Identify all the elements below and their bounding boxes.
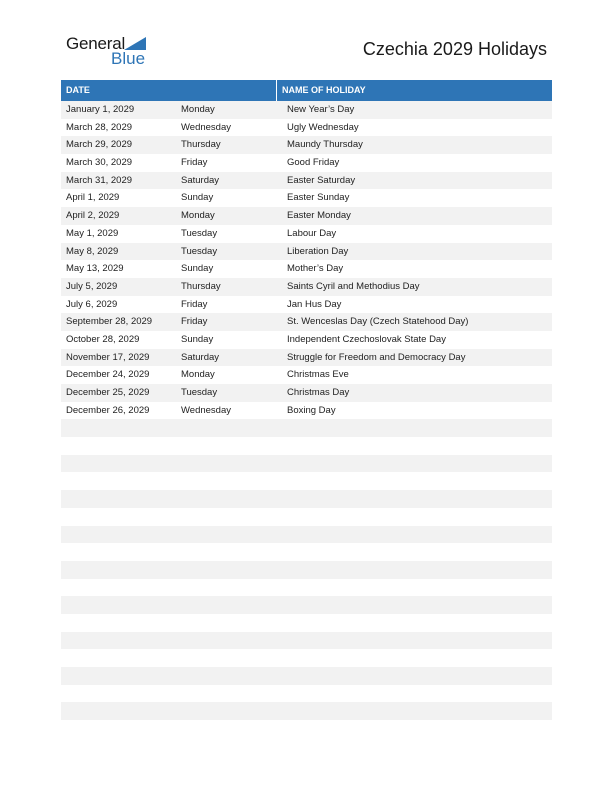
- row-holiday-name: [282, 419, 552, 437]
- row-weekday: [176, 508, 282, 526]
- row-date: March 28, 2029: [66, 121, 133, 133]
- table-row: [61, 437, 552, 455]
- row-weekday: Monday: [181, 369, 215, 381]
- row-holiday-name: Easter Saturday: [287, 174, 356, 186]
- page-title: Czechia 2029 Holidays: [362, 39, 547, 59]
- row-holiday-name: Boxing Day: [287, 404, 336, 416]
- table-row: [61, 189, 552, 207]
- row-date: March 31, 2029: [66, 174, 133, 186]
- row-holiday-name: [282, 455, 552, 473]
- row-date: December 24, 2029: [66, 369, 150, 381]
- row-holiday-name: [282, 579, 552, 597]
- row-holiday-name: Christmas Day: [287, 387, 350, 398]
- row-holiday-name: [282, 561, 552, 579]
- row-weekday: [176, 455, 282, 473]
- table-row: [61, 260, 552, 278]
- table-row: [61, 136, 552, 154]
- row-weekday: Monday: [181, 104, 215, 115]
- row-date: [61, 579, 176, 597]
- row-holiday-name: Easter Monday: [287, 210, 351, 222]
- row-weekday: [176, 614, 282, 632]
- table-row: [61, 614, 552, 632]
- row-weekday: Sunday: [181, 263, 214, 275]
- row-date: September 28, 2029: [66, 316, 153, 328]
- row-date: [61, 419, 176, 437]
- row-date: [61, 596, 176, 614]
- logo-general-text: General: [66, 34, 126, 53]
- row-holiday-name: [282, 490, 552, 508]
- row-date: March 29, 2029: [66, 139, 133, 151]
- row-holiday-name: Ugly Wednesday: [287, 121, 359, 133]
- table-row: [61, 526, 552, 544]
- table-row: [61, 543, 552, 561]
- row-holiday-name: [282, 632, 552, 650]
- row-holiday-name: Good Friday: [287, 157, 340, 169]
- row-weekday: Tuesday: [181, 227, 218, 239]
- row-holiday-name: Labour Day: [287, 227, 337, 239]
- row-holiday-name: [282, 685, 552, 703]
- row-weekday: [176, 596, 282, 614]
- row-date: May 1, 2029: [66, 227, 119, 239]
- row-weekday: [176, 437, 282, 455]
- row-date: December 25, 2029: [66, 387, 150, 398]
- row-holiday-name: New Year’s Day: [287, 104, 355, 115]
- row-weekday: [176, 561, 282, 579]
- row-date: July 5, 2029: [66, 280, 118, 292]
- table-row: [61, 154, 552, 172]
- table-row: [61, 579, 552, 597]
- row-weekday: [176, 543, 282, 561]
- row-weekday: Tuesday: [181, 245, 218, 257]
- table-row: [61, 101, 552, 119]
- table-row: [61, 243, 552, 261]
- row-date: November 17, 2029: [66, 351, 150, 363]
- table-row: [61, 313, 552, 331]
- table-row: [61, 596, 552, 614]
- row-date: January 1, 2029: [66, 104, 135, 115]
- row-holiday-name: Jan Hus Day: [287, 298, 342, 310]
- row-weekday: [176, 685, 282, 703]
- row-date: July 6, 2029: [66, 298, 118, 310]
- row-weekday: [176, 702, 282, 720]
- row-weekday: Saturday: [181, 351, 220, 363]
- row-weekday: Sunday: [181, 333, 214, 345]
- row-holiday-name: [282, 702, 552, 720]
- table-row: [61, 207, 552, 225]
- row-date: [61, 561, 176, 579]
- row-weekday: [176, 472, 282, 490]
- row-holiday-name: Liberation Day: [287, 245, 349, 257]
- row-date: [61, 490, 176, 508]
- table-row: [61, 702, 552, 720]
- table-row: [61, 366, 552, 384]
- table-row: [61, 119, 552, 137]
- row-holiday-name: Mother’s Day: [287, 263, 344, 275]
- logo-blue-text: Blue: [111, 49, 146, 68]
- row-date: [61, 667, 176, 685]
- row-date: [61, 472, 176, 490]
- row-weekday: Saturday: [181, 174, 220, 186]
- table-row: [61, 632, 552, 650]
- row-date: April 1, 2029: [66, 192, 120, 204]
- row-weekday: [176, 490, 282, 508]
- table-row: [61, 278, 552, 296]
- row-holiday-name: Maundy Thursday: [287, 139, 363, 151]
- row-date: [61, 543, 176, 561]
- table-row: [61, 490, 552, 508]
- row-date: [61, 720, 176, 738]
- row-date: [61, 455, 176, 473]
- row-weekday: Sunday: [181, 192, 214, 204]
- row-holiday-name: Struggle for Freedom and Democracy Day: [287, 351, 466, 363]
- table-row: [61, 349, 552, 367]
- row-weekday: [176, 649, 282, 667]
- row-weekday: Monday: [181, 210, 215, 222]
- row-weekday: Wednesday: [181, 404, 231, 416]
- row-holiday-name: St. Wenceslas Day (Czech Statehood Day): [287, 316, 469, 328]
- table-row: [61, 172, 552, 190]
- table-row: [61, 685, 552, 703]
- table-row: [61, 720, 552, 738]
- row-weekday: [176, 667, 282, 685]
- row-holiday-name: [282, 720, 552, 738]
- row-weekday: Friday: [181, 157, 208, 169]
- row-holiday-name: [282, 543, 552, 561]
- row-weekday: [176, 526, 282, 544]
- table-row: [61, 561, 552, 579]
- row-holiday-name: [282, 596, 552, 614]
- row-weekday: Friday: [181, 316, 208, 328]
- row-holiday-name: [282, 526, 552, 544]
- row-date: March 30, 2029: [66, 157, 133, 169]
- row-date: [61, 508, 176, 526]
- row-holiday-name: [282, 667, 552, 685]
- row-date: April 2, 2029: [66, 210, 120, 222]
- row-weekday: Friday: [181, 298, 208, 310]
- table-row: [61, 667, 552, 685]
- table-row: [61, 296, 552, 314]
- table-body: [61, 101, 552, 738]
- row-holiday-name: Christmas Eve: [287, 369, 349, 381]
- row-holiday-name: [282, 614, 552, 632]
- table-row: [61, 402, 552, 420]
- row-date: [61, 614, 176, 632]
- row-date: May 13, 2029: [66, 263, 124, 275]
- row-weekday: [176, 579, 282, 597]
- table-header: [61, 80, 552, 101]
- row-holiday-name: Independent Czechoslovak State Day: [287, 333, 446, 345]
- table-row: [61, 649, 552, 667]
- row-date: October 28, 2029: [66, 333, 140, 345]
- row-holiday-name: [282, 508, 552, 526]
- generalblue-logo: [66, 34, 156, 70]
- table-row: [61, 331, 552, 349]
- row-date: [61, 526, 176, 544]
- row-date: December 26, 2029: [66, 404, 150, 416]
- row-date: [61, 702, 176, 720]
- row-date: [61, 685, 176, 703]
- row-weekday: Thursday: [181, 139, 221, 151]
- row-holiday-name: [282, 472, 552, 490]
- row-weekday: Wednesday: [181, 121, 231, 133]
- row-holiday-name: Easter Sunday: [287, 192, 350, 204]
- table-row: [61, 225, 552, 243]
- row-date: [61, 437, 176, 455]
- row-holiday-name: Saints Cyril and Methodius Day: [287, 280, 420, 292]
- row-weekday: [176, 419, 282, 437]
- row-holiday-name: [282, 437, 552, 455]
- table-row: [61, 384, 552, 402]
- holiday-table: [61, 80, 552, 738]
- row-weekday: [176, 720, 282, 738]
- row-weekday: Thursday: [181, 280, 221, 292]
- row-date: [61, 649, 176, 667]
- column-header-holiday: NAME OF HOLIDAY: [282, 85, 366, 95]
- row-date: May 8, 2029: [66, 245, 119, 257]
- row-weekday: Tuesday: [181, 387, 218, 398]
- row-weekday: [176, 632, 282, 650]
- table-row: [61, 419, 552, 437]
- column-header-date: DATE: [61, 80, 277, 101]
- table-row: [61, 508, 552, 526]
- table-row: [61, 472, 552, 490]
- row-holiday-name: [282, 649, 552, 667]
- table-row: [61, 455, 552, 473]
- row-date: [61, 632, 176, 650]
